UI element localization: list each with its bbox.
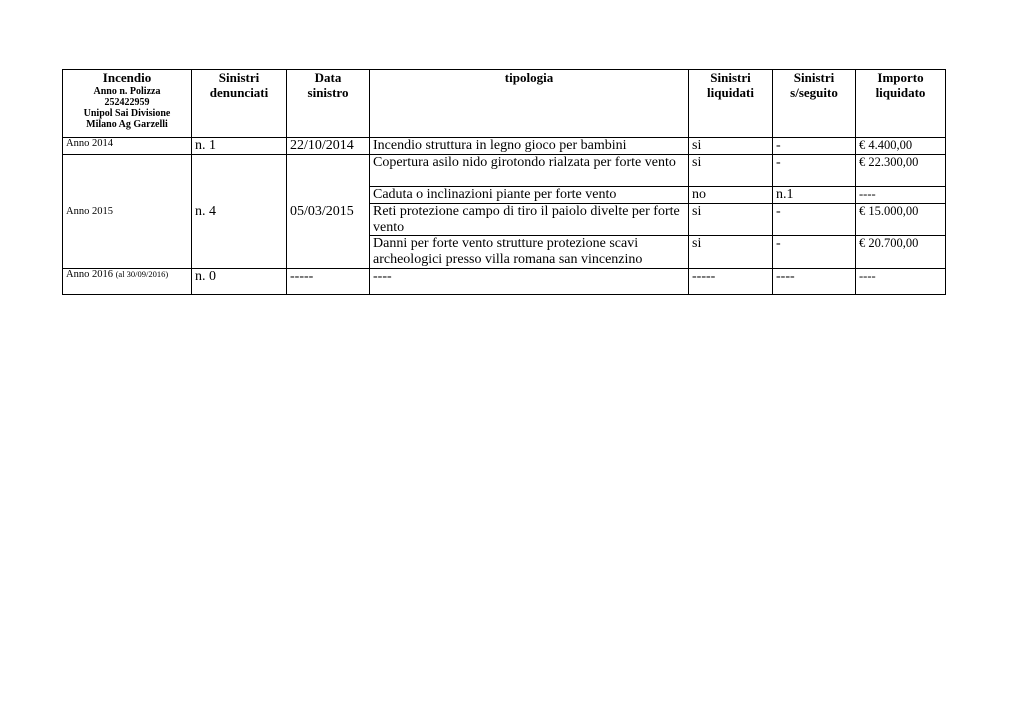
header-text: sinistro xyxy=(307,84,349,100)
year-cell xyxy=(63,269,192,295)
amount-cell: € 22.300,00 xyxy=(856,155,946,187)
header-sinistri-liquidati xyxy=(689,70,773,138)
header-row xyxy=(63,70,946,138)
header-policy-label: Anno n. Polizza xyxy=(93,85,161,97)
year-label: Anno 2016 xyxy=(66,269,113,281)
table-row-2016 xyxy=(63,269,946,295)
followup-cell: - xyxy=(773,155,856,187)
header-policy-number: 252422959 xyxy=(104,96,150,108)
date-cell: 22/10/2014 xyxy=(287,138,370,155)
header-text: denunciati xyxy=(209,84,269,100)
amount-cell: ---- xyxy=(856,269,946,295)
liquidated-cell: no xyxy=(689,187,773,204)
header-agency: Milano Ag Garzelli xyxy=(86,119,168,131)
type-cell: Caduta o inclinazioni piante per forte vento xyxy=(370,187,689,204)
count-cell: n. 0 xyxy=(192,269,287,295)
header-text: Data xyxy=(314,70,342,85)
table-row-2015-1 xyxy=(63,155,946,187)
year-cell: Anno 2015 xyxy=(63,155,192,269)
header-text: liquidati xyxy=(707,84,754,100)
header-text: Importo xyxy=(877,70,924,85)
followup-cell: n.1 xyxy=(773,187,856,204)
liquidated-cell: si xyxy=(689,236,773,269)
type-cell: Incendio struttura in legno gioco per bambini xyxy=(370,138,689,155)
table-row-2014 xyxy=(63,138,946,155)
count-cell: n. 1 xyxy=(192,138,287,155)
header-sinistri-denunciati xyxy=(192,70,287,138)
header-importo-liquidato xyxy=(856,70,946,138)
year-cell: Anno 2014 xyxy=(63,138,192,155)
header-insurer: Unipol Sai Divisione xyxy=(83,107,171,119)
liquidated-cell: ----- xyxy=(689,269,773,295)
followup-cell: - xyxy=(773,138,856,155)
header-text: tipologia xyxy=(504,70,554,85)
header-sinistri-seguito xyxy=(773,70,856,138)
liquidated-cell: si xyxy=(689,204,773,236)
header-text: Sinistri xyxy=(710,70,751,85)
amount-cell: ---- xyxy=(856,187,946,204)
type-cell: Copertura asilo nido girotondo rialzata per forte vento xyxy=(370,155,689,187)
followup-cell: - xyxy=(773,236,856,269)
followup-cell: - xyxy=(773,204,856,236)
count-cell: n. 4 xyxy=(192,155,287,269)
amount-cell: € 20.700,00 xyxy=(856,236,946,269)
header-incendio-title: Incendio xyxy=(102,70,152,85)
amount-cell: € 15.000,00 xyxy=(856,204,946,236)
header-text: Sinistri xyxy=(218,70,260,85)
year-note: (al 30/09/2016) xyxy=(115,269,169,280)
liquidated-cell: si xyxy=(689,138,773,155)
header-incendio xyxy=(63,70,192,138)
header-tipologia xyxy=(370,70,689,138)
claims-table xyxy=(62,69,946,295)
followup-cell: ---- xyxy=(773,269,856,295)
type-cell: Danni per forte vento strutture protezione scavi archeologici presso villa romana san vincenzino xyxy=(370,236,689,269)
header-text: liquidato xyxy=(875,84,926,100)
liquidated-cell: si xyxy=(689,155,773,187)
type-cell: ---- xyxy=(370,269,689,295)
date-cell: ----- xyxy=(287,269,370,295)
header-data-sinistro xyxy=(287,70,370,138)
type-cell: Reti protezione campo di tiro il paiolo divelte per forte vento xyxy=(370,204,689,236)
date-cell: 05/03/2015 xyxy=(287,155,370,269)
header-text: Sinistri xyxy=(793,70,835,85)
amount-cell: € 4.400,00 xyxy=(856,138,946,155)
header-text: s/seguito xyxy=(790,84,838,100)
